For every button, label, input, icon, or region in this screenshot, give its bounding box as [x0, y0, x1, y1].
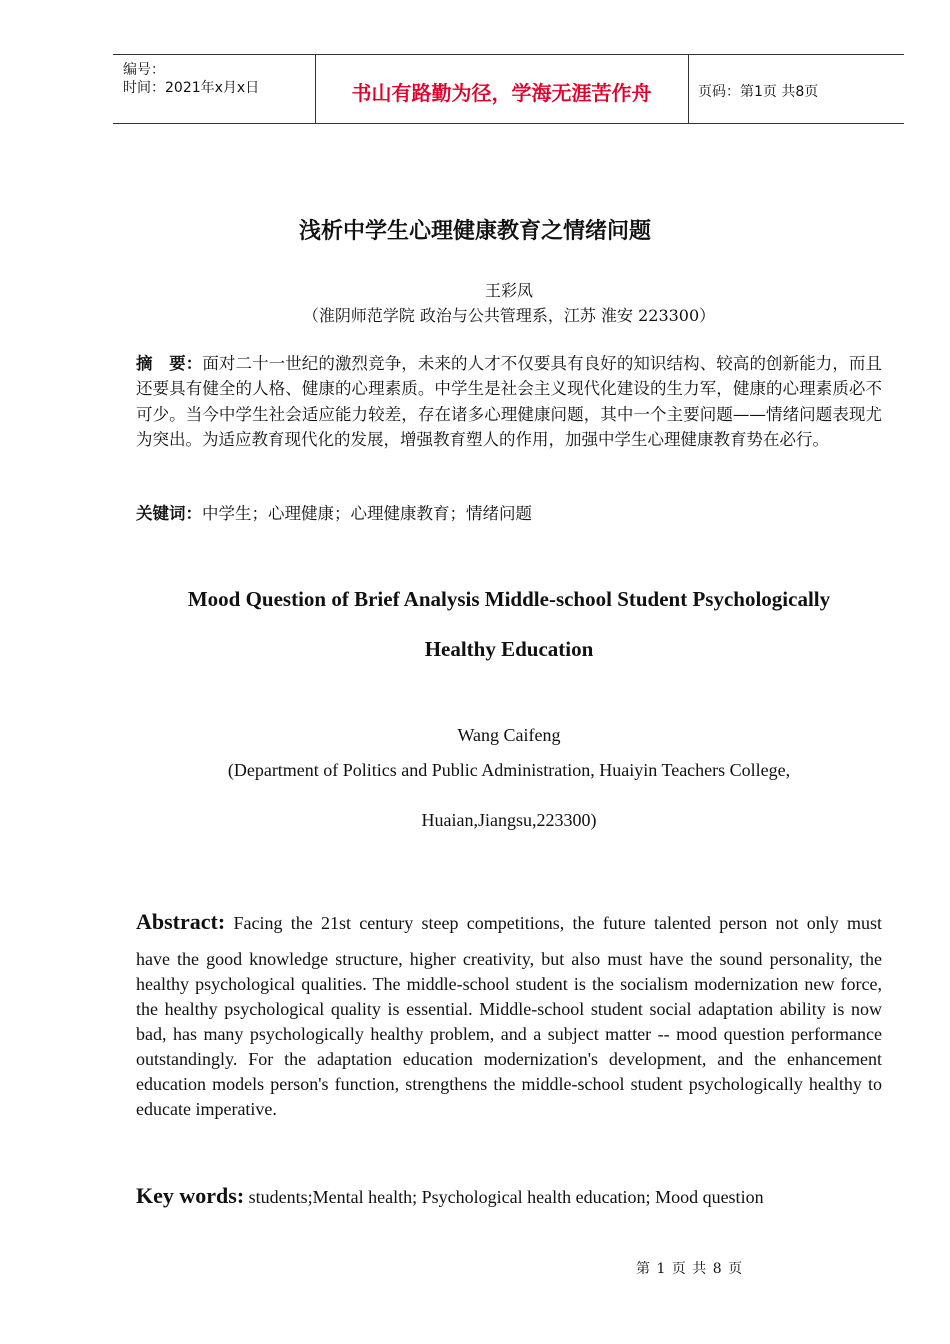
chinese-keywords [136, 501, 882, 526]
english-title-line2: Healthy Education [424, 637, 594, 661]
english-abstract-label: Abstract: [136, 909, 226, 934]
header-motto: 书山有路勤为径，学海无涯苦作舟 [351, 81, 652, 105]
serial-label: 编号： [123, 62, 165, 78]
english-abstract-heading [136, 908, 882, 937]
header-page-info: 页码：第1页 共8页 [698, 84, 819, 100]
chinese-abstract-label: 摘 要： [136, 354, 203, 373]
chinese-keywords-text: 中学生；心理健康；心理健康教育；情绪问题 [202, 504, 532, 523]
chinese-keywords-label: 关键词： [136, 504, 202, 523]
time-line: 时间：2021年x月x日 [123, 80, 260, 96]
header-page-cell [688, 55, 904, 123]
header-meta-cell [113, 55, 316, 123]
english-abstract-first-line: Facing the 21st century steep competitions, the future talented person not only must [233, 913, 882, 933]
header-motto-cell [315, 55, 689, 123]
english-keywords-label: Key words: [136, 1183, 245, 1208]
english-affiliation-line1: (Department of Politics and Public Administration, Huaiyin Teachers College, [227, 760, 791, 780]
english-keywords-text: students;Mental health; Psychological health education; Mood question [248, 1187, 764, 1207]
english-affiliation-line2: Huaian,Jiangsu,223300) [421, 810, 597, 830]
english-author: Wang Caifeng [457, 725, 561, 745]
chinese-title: 浅析中学生心理健康教育之情绪问题 [298, 219, 651, 244]
chinese-abstract-text: 面对二十一世纪的激烈竞争，未来的人才不仅要具有良好的知识结构、较高的创新能力，而且还要具有健全的人格、健康的心理素质。中学生是社会主义现代化建设的生力军，健康的心理素质必不可少。当今中学生社会适应能力较差，存在诸多心理健康问题，其中一个主要问题——情绪问题表现尤为突出。为适应教育现代化的发展，增强教育塑人的作用，加强中学生心理健康教育势在必行。 [136, 354, 883, 449]
document-header [113, 54, 904, 124]
chinese-abstract [136, 351, 882, 452]
chinese-affiliation: （淮阴师范学院 政治与公共管理系，江苏 淮安 223300） [302, 306, 716, 325]
english-keywords [136, 1182, 882, 1211]
page-footer: 第 1 页 共 8 页 [636, 1261, 744, 1277]
english-title-line1: Mood Question of Brief Analysis Middle-school Student Psychologically [187, 587, 831, 611]
chinese-author: 王彩凤 [484, 281, 533, 300]
english-abstract-body: have the good knowledge structure, higher creativity, but also must have the sound personality, the healthy psychological qualities. The middle-school student is the socialism modernization new force, the healthy psychological quality is essential. Middle-school student social adaptation ability is now bad, has many psychologically healthy problem, and a subject matter -- mood question performance outstandingly. For the adaptation education modernization's development, and the enhancement education models person's function, strengthens the middle-school student psychologically healthy to educate imperative. [136, 949, 882, 1119]
